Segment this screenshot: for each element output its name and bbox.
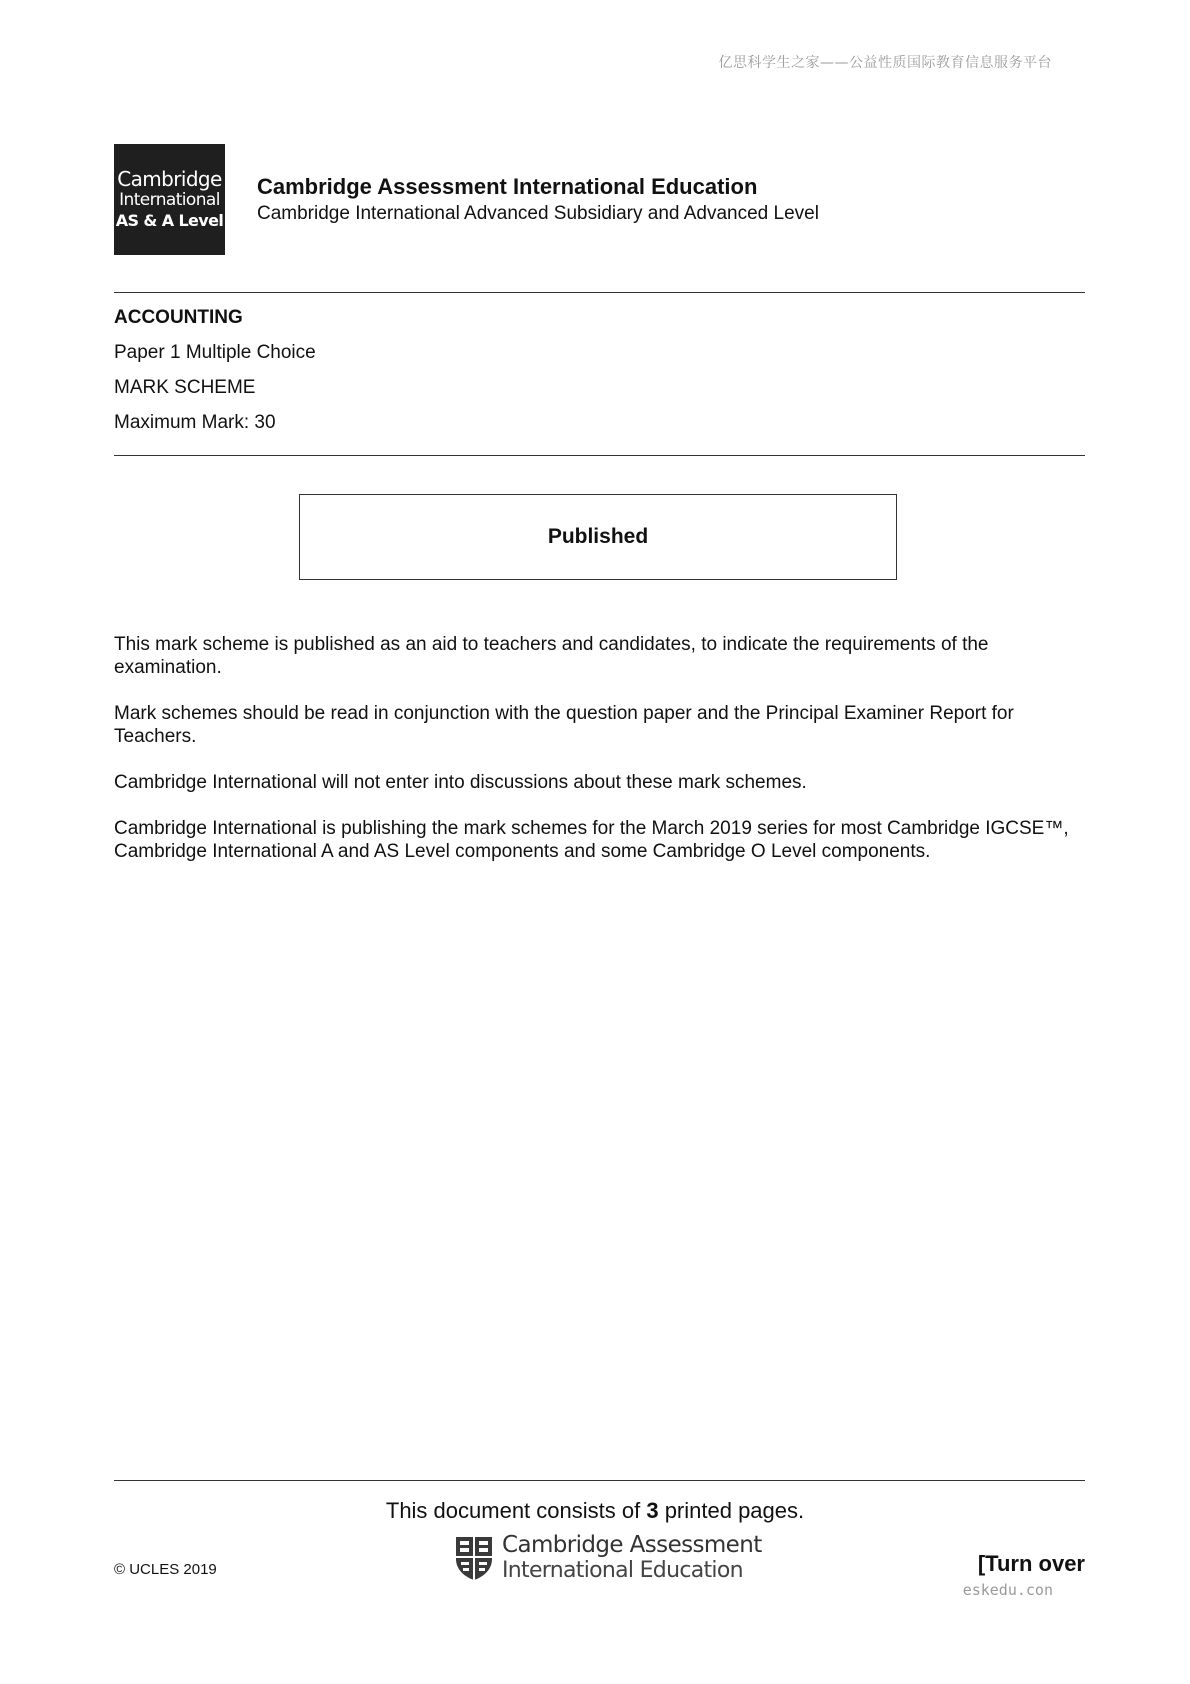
paper-title: Paper 1 Multiple Choice xyxy=(114,342,316,363)
paragraph: Cambridge International will not enter into discussions about these mark schemes. xyxy=(114,772,807,793)
paragraph: Mark schemes should be read in conjunction with the question paper and the Principal Examiner Report for Teachers. xyxy=(114,703,1014,747)
divider-top xyxy=(114,292,1085,293)
page-count: 3 xyxy=(646,1498,659,1523)
shield-icon xyxy=(454,1535,494,1581)
organisation-name: Cambridge Assessment International Education xyxy=(257,174,758,199)
cambridge-international-logo xyxy=(114,144,225,255)
logo-line-3: AS & A Level xyxy=(115,211,224,231)
subject-title: ACCOUNTING xyxy=(114,307,243,328)
logo-line-2: International xyxy=(119,190,220,211)
watermark-bottom: eskedu.con xyxy=(962,1581,1053,1599)
logo-line-1: Cambridge xyxy=(117,167,222,192)
status-label: Published xyxy=(547,525,649,548)
turn-over-label: [Turn over xyxy=(977,1551,1085,1576)
watermark-top: 亿思科学生之家——公益性质国际教育信息服务平台 xyxy=(718,55,1052,71)
qualification-name: Cambridge International Advanced Subsidiary and Advanced Level xyxy=(257,203,819,224)
logo-subtitle: International Education xyxy=(502,1558,743,1583)
organisation-header xyxy=(257,174,819,225)
divider-middle xyxy=(114,455,1085,456)
logo-title: Cambridge Assessment xyxy=(502,1532,762,1558)
intro-text xyxy=(114,633,1094,886)
paper-details xyxy=(114,306,316,446)
paragraph: This mark scheme is published as an aid to teachers and candidates, to indicate the requirements of the examination. xyxy=(114,634,989,678)
divider-footer xyxy=(114,1480,1085,1481)
cambridge-assessment-logo xyxy=(454,1532,762,1584)
maximum-mark: Maximum Mark: 30 xyxy=(114,412,276,433)
copyright: © UCLES 2019 xyxy=(114,1561,217,1578)
page-count-statement: This document consists of 3 printed pages. xyxy=(385,1498,805,1523)
paragraph: Cambridge International is publishing the mark schemes for the March 2019 series for most Cambridge IGCSE™, Cambridge International A and AS Level components and some Cambridge O Level components. xyxy=(114,818,1069,862)
document-type: MARK SCHEME xyxy=(114,377,256,398)
status-box xyxy=(299,494,897,580)
